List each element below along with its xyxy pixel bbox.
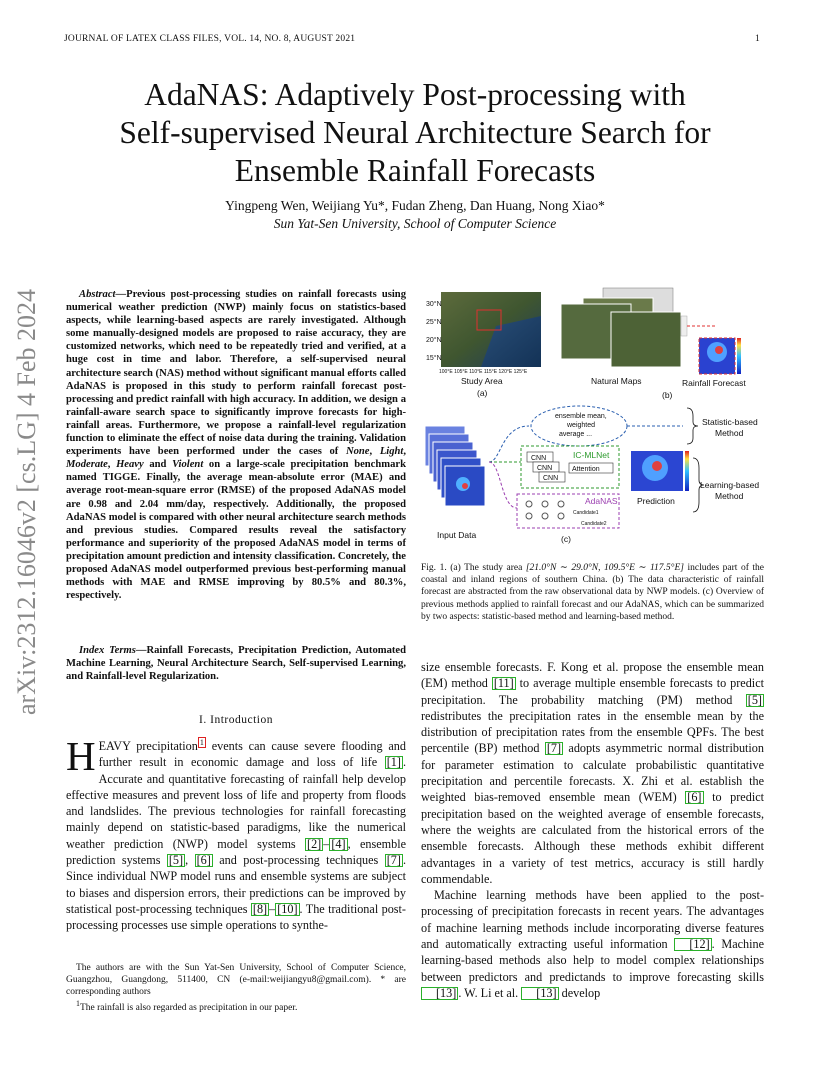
intro-paragraph-1 bbox=[66, 733, 407, 934]
intro-text: , bbox=[185, 853, 195, 868]
right-column-text bbox=[421, 659, 764, 1001]
case-moderate: Moderate bbox=[66, 459, 108, 471]
footnote-1-mark: 1 bbox=[76, 999, 80, 1008]
affiliation: Sun Yat-Sen University, School of Computer Science bbox=[273, 216, 557, 231]
intro-text: – bbox=[323, 836, 330, 851]
body-text: to average multiple ensemble forecasts to predict precipitation. The probability matching (PM) method bbox=[421, 676, 764, 707]
index-terms-text: —Rainfall Forecasts, Precipitation Prediction, Automated Machine Learning, Neural Architecture Search, Self-supervised Learning, and Rainfall-level Regularization. bbox=[66, 645, 406, 683]
statistic-based-label: Statistic-based bbox=[702, 417, 758, 427]
paragraph-2 bbox=[421, 659, 764, 887]
cnn-label: CNN bbox=[543, 475, 559, 482]
footnote-link-1[interactable]: 1 bbox=[199, 737, 204, 747]
citation-link-8[interactable]: [8] bbox=[252, 901, 268, 916]
footnotes bbox=[66, 962, 406, 1014]
paragraph-3 bbox=[421, 887, 764, 1001]
statistic-method-bubble bbox=[531, 406, 627, 446]
body-text: . Machine learning-based methods also help to model complex relationships between predictors and predictands to improve forecasting skills bbox=[421, 937, 764, 984]
author-note: The authors are with the Sun Yat-Sen University, School of Computer Science, Guangzhou, Guangdong, 511400, CN (e-mail:weijiangyu8@gmail.com). * are corresponding authors bbox=[66, 963, 406, 997]
citation-link-6[interactable]: [6] bbox=[687, 790, 702, 805]
input-data-stack bbox=[425, 426, 485, 540]
case-light: Light bbox=[379, 446, 404, 458]
lat-tick: 25°N bbox=[426, 319, 442, 326]
running-header: JOURNAL OF LATEX CLASS FILES, VOL. 14, NO. 8, AUGUST 2021 bbox=[64, 34, 356, 44]
case-violent: Violent bbox=[172, 459, 204, 471]
drop-cap: H bbox=[66, 733, 96, 779]
candidate1-label: Candidate1 bbox=[573, 510, 599, 516]
case-none: None bbox=[345, 446, 370, 458]
rainfall-forecast-label: Rainfall Forecast bbox=[682, 378, 746, 388]
figure-1 bbox=[421, 286, 766, 552]
body-text: size ensemble forecasts. F. Kong et al. propose the ensemble mean (EM) method bbox=[421, 660, 764, 691]
citation-link-5[interactable]: [5] bbox=[168, 853, 184, 868]
ensemble-mean-text: ensemble mean, bbox=[555, 413, 607, 420]
body-text: adopts asymmetric normal distribution for parameter estimation to calculate probabilistic quantitative precipitation and percentile forecasts. X. Zhi et al. establish the weighted bias-removed ensemble mean (WEM) bbox=[421, 741, 764, 805]
cnn-label: CNN bbox=[537, 465, 553, 472]
separator: , bbox=[369, 446, 380, 458]
abstract bbox=[66, 288, 406, 602]
study-area-map bbox=[426, 292, 541, 398]
arxiv-stamp bbox=[2, 288, 52, 716]
lat-tick: 30°N bbox=[426, 301, 442, 308]
caption-math: [21.0°N ∼ 29.0°N, 109.5°E ∼ 117.5°E] bbox=[525, 563, 684, 573]
subfig-b-label: (b) bbox=[662, 390, 673, 400]
body-text: . W. Li et al. bbox=[458, 985, 522, 1000]
separator: , bbox=[403, 446, 407, 458]
section-heading-text: I. Introduction bbox=[199, 714, 273, 726]
citation-link-12[interactable]: [12] bbox=[674, 938, 711, 951]
abstract-text-b: on a large-scale precipitation benchmark named TIGGE. Finally, the average mean-absolute error (MAE) and average root-mean-square error (RMSE) of the proposed AdaNAS model are 0.98 and 2.04 mm/day, respectively. Additionally, the proposed AdaNAS model is compared with other neural architecture search methods and previous studies. Compared results reveal the satisfactory performance and superiority of the proposed AdaNAS model in terms of precipitation amount prediction and intensity classification. Concretely, the proposed AdaNAS model outperformed previous best-performing manual methods with MAE and RMSE improving by 80.5% and 80.3%, respectively. bbox=[66, 459, 406, 602]
abstract-text-a: —Previous post-processing studies on rainfall forecasts using numerical weather prediction (NWP) mainly focus on statistics-based aspects, while learning-based aspects are rarely investigated. Although some manually-designed models are proposed to raise accuracy, they are customized networks, which need to be repeatedly tried and verified, at a huge cost in time and labor. Therefore, a self-supervised neural architecture search (NAS) method without significant manual efforts called AdaNAS is proposed in this study to perform rainfall forecast post-processing and predict rainfall with high accuracy. In addition, we design a rainfall-aware search space to significantly improve forecasts for high-rainfall areas. Furthermore, we propose a rainfall-level regularization function to eliminate the effect of noise data during the training. Validation experiments have been performed under the cases of bbox=[66, 289, 406, 458]
rainfall-forecast-heatmap bbox=[682, 338, 746, 388]
subfig-a-label: (a) bbox=[477, 388, 488, 398]
citation-link-10[interactable]: [10] bbox=[277, 901, 298, 916]
citation-link-5[interactable]: [5] bbox=[747, 692, 762, 707]
section-heading-introduction bbox=[66, 714, 406, 726]
author-list: Yingpeng Wen, Weijiang Yu*, Fudan Zheng, Dan Huang, Nong Xiao* bbox=[225, 198, 605, 213]
ic-mlnet-label: IC-MLNet bbox=[573, 450, 610, 460]
intro-text: – bbox=[269, 901, 276, 916]
case-heavy: Heavy bbox=[116, 459, 144, 471]
average-text: average ... bbox=[559, 431, 593, 438]
candidate2-label: Candidate2 bbox=[581, 521, 607, 527]
lat-tick: 20°N bbox=[426, 337, 442, 344]
citation-link-7[interactable]: [7] bbox=[386, 853, 401, 868]
citation-link-4[interactable]: [4] bbox=[331, 836, 346, 851]
citation-link-11[interactable]: [11] bbox=[493, 676, 514, 691]
caption-prefix: Fig. 1. (a) The study area bbox=[421, 563, 526, 573]
lat-tick: 15°N bbox=[426, 355, 442, 362]
body-text: to predict precipitation based on the weighted average of ensemble forecasts, where the weights are calculated from the historical errors of the ensemble forecasts. Although these methods exhibit different advantages in a variety of test metrics, accuracy is still hardly commendable. bbox=[421, 790, 764, 886]
title-line-2: Self-supervised Neural Architecture Search for bbox=[119, 115, 711, 150]
separator: , bbox=[107, 459, 117, 471]
intro-text: EAVY precipitation bbox=[98, 739, 198, 753]
body-text: redistributes the precipitation rates in the ensemble mean by the distribution of precipitation rates from the ensemble QPFs. The best percentile (BP) method bbox=[421, 708, 764, 756]
citation-link-1[interactable]: [1] bbox=[386, 755, 401, 770]
citation-link-13[interactable]: [13] bbox=[421, 987, 458, 1000]
separator: and bbox=[143, 459, 173, 471]
prediction-heatmap bbox=[631, 451, 689, 506]
figure-caption bbox=[421, 562, 764, 623]
title-line-3: Ensemble Rainfall Forecasts bbox=[234, 153, 596, 188]
index-terms-label: Index Terms bbox=[79, 645, 136, 656]
title-line-1: AdaNAS: Adaptively Post-processing with bbox=[144, 77, 686, 112]
citation-link-6[interactable]: [6] bbox=[196, 853, 211, 868]
citation-link-7[interactable]: [7] bbox=[546, 741, 562, 756]
body-text: develop bbox=[558, 985, 601, 1000]
citation-link-13[interactable]: [13] bbox=[521, 987, 558, 1000]
intro-text: events can cause severe flooding and further result in economic damage and loss of life bbox=[98, 739, 406, 770]
prediction-label: Prediction bbox=[637, 496, 675, 506]
weighted-text: weighted bbox=[567, 422, 596, 429]
study-area-label: Study Area bbox=[461, 376, 503, 386]
intro-text: . Since individual NWP model runs and ensemble systems are subject to biases and dispersion errors, their predictions can be improved by statistical post-processing techniques bbox=[66, 853, 407, 916]
intro-text: and post-processing techniques bbox=[212, 853, 385, 868]
cnn-label: CNN bbox=[531, 455, 547, 462]
learning-based-label: Learning-based bbox=[700, 480, 760, 490]
footnote-1 bbox=[66, 998, 406, 1014]
input-data-label: Input Data bbox=[437, 530, 477, 540]
adanas-label: AdaNAS bbox=[585, 496, 618, 506]
natural-maps-label: Natural Maps bbox=[591, 376, 642, 386]
citation-link-2[interactable]: [2] bbox=[307, 836, 322, 851]
adanas-block bbox=[517, 494, 619, 528]
intro-text: , ensemble prediction systems bbox=[66, 836, 406, 868]
body-text: Machine learning methods have been applied to the post-processing of precipitation forecasts in recent years. The advantages of machine learning methods include incorporating diverse features and automatically extracting useful information bbox=[421, 888, 764, 952]
intro-text: . Accurate and quantitative forecasting of rainfall help develop effective measures and prevent loss of life and property from floods and landslides. The previous technologies for rainfall forecasting mainly depend on statistic-based paradigms, like the numerical weather prediction (NWP) model systems bbox=[66, 755, 406, 851]
ic-mlnet-block bbox=[521, 446, 619, 488]
subfig-c-label: (c) bbox=[561, 534, 571, 544]
attention-label: Attention bbox=[572, 466, 600, 473]
intro-text: . The traditional post-processing processes use simple operations to synthe- bbox=[66, 901, 406, 933]
statistic-method-label: Method bbox=[715, 428, 744, 438]
footnote-1-text: The rainfall is also regarded as precipitation in our paper. bbox=[79, 1003, 298, 1014]
lon-ticks: 100°E 105°E 110°E 115°E 120°E 125°E bbox=[439, 369, 528, 375]
index-terms bbox=[66, 644, 406, 683]
caption-text: includes part of the coastal and inland regions of southern China. (b) The data characteristic of rainfall forecast are abstracted from the raw observational data by NWP models. (c) Overview of previous methods applied to rainfall forecast and our AdaNAS, which can be summarized by two aspects: statistic-based method and learning-based method. bbox=[421, 563, 764, 622]
paper-title bbox=[60, 76, 770, 190]
abstract-label: Abstract bbox=[79, 289, 116, 300]
learning-method-label: Method bbox=[715, 491, 744, 501]
arxiv-stamp-text: arXiv:2312.16046v2 [cs.LG] 4 Feb 2024 bbox=[12, 288, 41, 716]
page-number: 1 bbox=[755, 34, 760, 44]
